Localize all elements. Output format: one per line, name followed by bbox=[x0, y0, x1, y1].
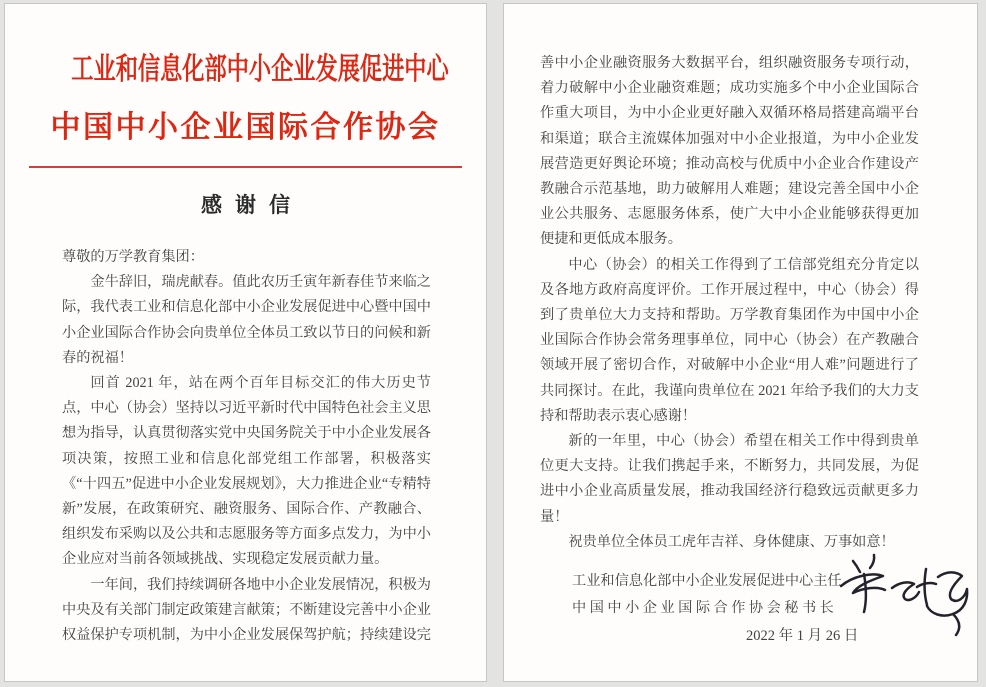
letterhead-org-line-2: 中国中小企业国际合作协会 bbox=[50, 111, 441, 144]
signature-handwriting bbox=[834, 548, 972, 643]
letter-paragraph: 中心（协会）的相关工作得到了工信部党组充分肯定以及各地方政府高度评价。工作开展过程中，中心（协会）得到了贵单位大力支持和帮助。万学教育集团作为中国中小企业国际合作协会常务理事单位，同中心（协会）在产教融合领域开展了密切合作，对破解中小企业“用人难”问题进行了共同探讨。在此，我谨向贵单位在 2021 年给予我们的大力支持和帮助表示衷心感谢！ bbox=[540, 256, 919, 424]
letter-paragraph: 金牛辞旧，瑞虎献春。值此农历壬寅年新春佳节来临之际，我代表工业和信息化部中小企业发展促进中心暨中国中小企业国际合作协会向贵单位全体员工致以节日的问候和新春的祝福！ bbox=[62, 274, 431, 366]
letterhead-rule bbox=[29, 166, 462, 168]
letter-page-1 bbox=[4, 3, 487, 682]
letter-paragraph-continuation: 善中小企业融资服务大数据平台，组织融资服务专项行动，着力破解中小企业融资难题；成功实施多个中小企业国际合作重大项目，为中小企业更好融入双循环格局搭建高端平台和渠道；联合主流媒体加强对中小企业报道，为中小企业发展营造更好舆论环境；推动高校与优质中小企业合作建设产教融合示范基地，助力破解用人难题；建设完善全国中小企业公共服务、志愿服务体系，使广大中小企业能够获得更加便捷和更低成本服务。 bbox=[540, 55, 919, 248]
letterhead-org-line-1 bbox=[5, 48, 486, 92]
salutation: 尊敬的万学教育集团： bbox=[62, 249, 204, 265]
letter-date: 2022 年 1 月 26 日 bbox=[746, 628, 859, 645]
letter-paragraph: 祝贵单位全体员工虎年吉祥、身体健康、万事如意！ bbox=[568, 533, 895, 550]
letter-paragraph: 一年间，我们持续调研各地中小企业发展情况，积极为中央及有关部门制定政策建言献策；不断建设完善中小企业权益保护专项机制，为中小企业发展保驾护航；持续建设完 bbox=[62, 576, 431, 644]
letterhead bbox=[5, 4, 486, 168]
letter-title: 感谢信 bbox=[201, 193, 303, 217]
signer-title-2: 中国中小企业国际合作协会秘书长 bbox=[572, 600, 838, 617]
letter-paragraph: 回首 2021 年，站在两个百年目标交汇的伟大历史节点，中心（协会）坚持以习近平新时代中国特色社会主义思想为指导，认真贯彻落实党中央国务院关于中小企业发展各项决策，按照工业和信息化部党组工作部署，积极落实《“十四五”促进中小企业发展规划》，大力推进企业“专精特新”发展，在政策研究、融资服务、国际合作、产教融合、组织发布采购以及公共和志愿服务等方面多点发力，为中小企业应对当前各领域挑战、实现稳定发展贡献力量。 bbox=[62, 375, 431, 568]
letter-page-2 bbox=[503, 3, 978, 682]
letter-body-page-2 bbox=[504, 4, 977, 555]
letterhead-org-line-1-text: 工业和信息化部中小企业发展促进中心 bbox=[71, 53, 449, 86]
letter-paragraph: 新的一年里，中心（协会）希望在相关工作中得到贵单位更大支持。让我们携起手来，不断努力，共同发展，为促进中小企业高质量发展，推动我国经济行稳致远贡献更多力量！ bbox=[540, 433, 919, 525]
letter-body-page-1 bbox=[5, 245, 486, 648]
signer-title-1: 工业和信息化部中小企业发展促进中心主任 bbox=[572, 573, 842, 590]
